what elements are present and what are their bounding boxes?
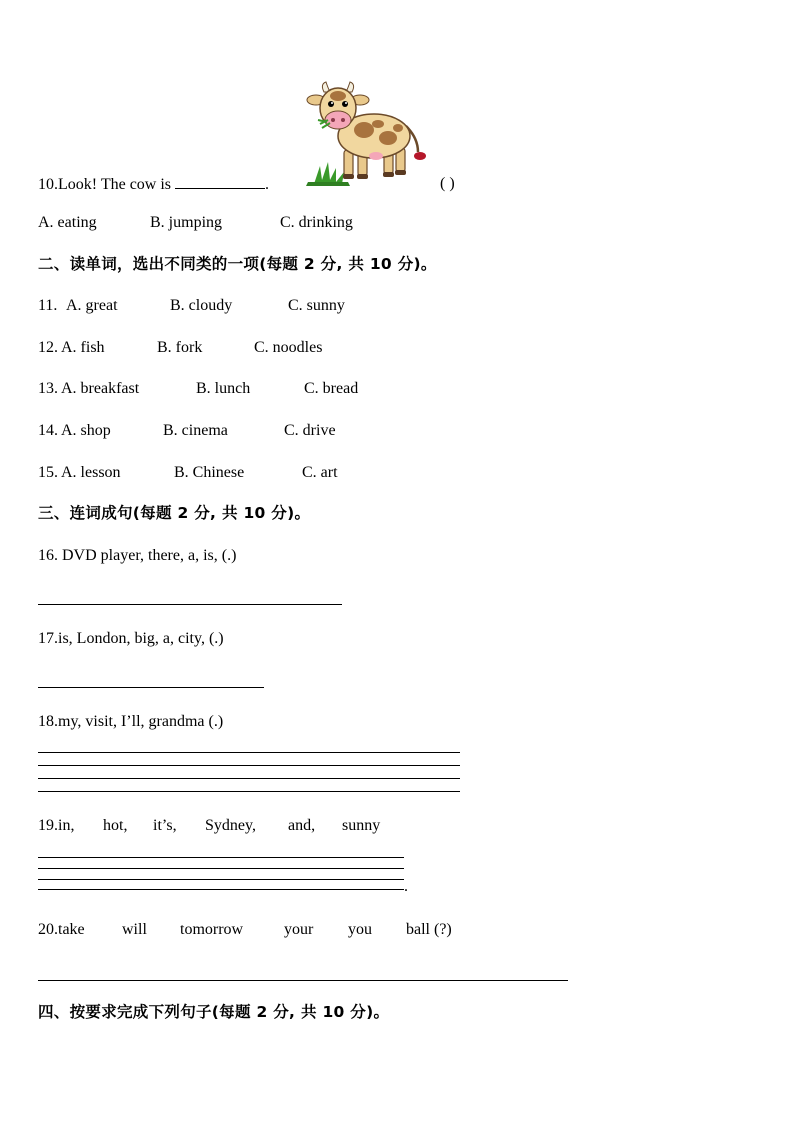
word: you: [348, 921, 372, 938]
answer-line[interactable]: [38, 980, 568, 981]
option-c[interactable]: C. bread: [304, 380, 359, 397]
question-number: 13.: [38, 380, 58, 397]
word: Sydney,: [205, 817, 256, 834]
word: it’s,: [153, 817, 177, 834]
section-4-heading: 四、按要求完成下列句子(每题 2 分, 共 10 分)。: [38, 1003, 390, 1021]
option-a[interactable]: A. breakfast: [61, 380, 140, 397]
option-c[interactable]: C. drive: [284, 422, 336, 439]
option-a[interactable]: A. shop: [61, 422, 111, 439]
answer-line[interactable]: [38, 765, 460, 766]
option-b[interactable]: B. Chinese: [174, 464, 245, 481]
option-b[interactable]: B. cinema: [163, 422, 228, 439]
word: hot,: [103, 817, 128, 834]
word: will: [122, 921, 147, 938]
question-16: 16. DVD player, there, a, is, (.): [38, 547, 237, 564]
word: sunny: [342, 817, 381, 834]
word: and,: [288, 817, 316, 834]
question-number: 20.take: [38, 921, 85, 938]
option-b[interactable]: B. lunch: [196, 380, 251, 397]
answer-line[interactable]: [38, 604, 342, 605]
option-c[interactable]: C. sunny: [288, 297, 345, 314]
answer-parentheses[interactable]: ( ): [440, 175, 455, 192]
option-a[interactable]: A. great: [66, 297, 118, 314]
option-a[interactable]: A. fish: [61, 339, 105, 356]
section-3-heading: 三、连词成句(每题 2 分, 共 10 分)。: [38, 504, 311, 522]
answer-blank[interactable]: [175, 174, 265, 189]
question-10-stem: [38, 174, 269, 195]
word: ball (?): [406, 921, 452, 938]
question-17: 17.is, London, big, a, city, (.): [38, 630, 224, 647]
answer-line[interactable]: [38, 791, 460, 792]
answer-line[interactable]: [38, 889, 404, 890]
grass-icon: [306, 162, 350, 186]
option-a[interactable]: A. lesson: [61, 464, 121, 481]
question-number: 15.: [38, 464, 58, 481]
answer-line[interactable]: [38, 778, 460, 779]
answer-line[interactable]: [38, 687, 264, 688]
answer-line[interactable]: [38, 752, 460, 753]
question-10-text: 10.Look! The cow is: [38, 176, 172, 193]
option-b[interactable]: B. cloudy: [170, 297, 233, 314]
answer-line[interactable]: [38, 868, 404, 869]
question-10-period: .: [265, 176, 270, 193]
question-number: 14.: [38, 422, 58, 439]
end-period: .: [404, 878, 408, 895]
cow-illustration: [306, 80, 432, 190]
answer-line[interactable]: [38, 857, 404, 858]
question-number: 11.: [38, 297, 58, 314]
option-b[interactable]: B. jumping: [150, 214, 223, 231]
question-18: 18.my, visit, I’ll, grandma (.): [38, 713, 224, 730]
option-a[interactable]: A. eating: [38, 214, 97, 231]
option-b[interactable]: B. fork: [157, 339, 203, 356]
option-c[interactable]: C. art: [302, 464, 338, 481]
question-number: 12.: [38, 339, 58, 356]
section-2-heading: 二、读单词，选出不同类的一项(每题 2 分, 共 10 分)。: [38, 255, 437, 273]
option-c[interactable]: C. noodles: [254, 339, 323, 356]
answer-line[interactable]: [38, 879, 404, 880]
option-c[interactable]: C. drinking: [280, 214, 353, 231]
word: tomorrow: [180, 921, 244, 938]
word: your: [284, 921, 314, 938]
question-number: 19.in,: [38, 817, 75, 834]
